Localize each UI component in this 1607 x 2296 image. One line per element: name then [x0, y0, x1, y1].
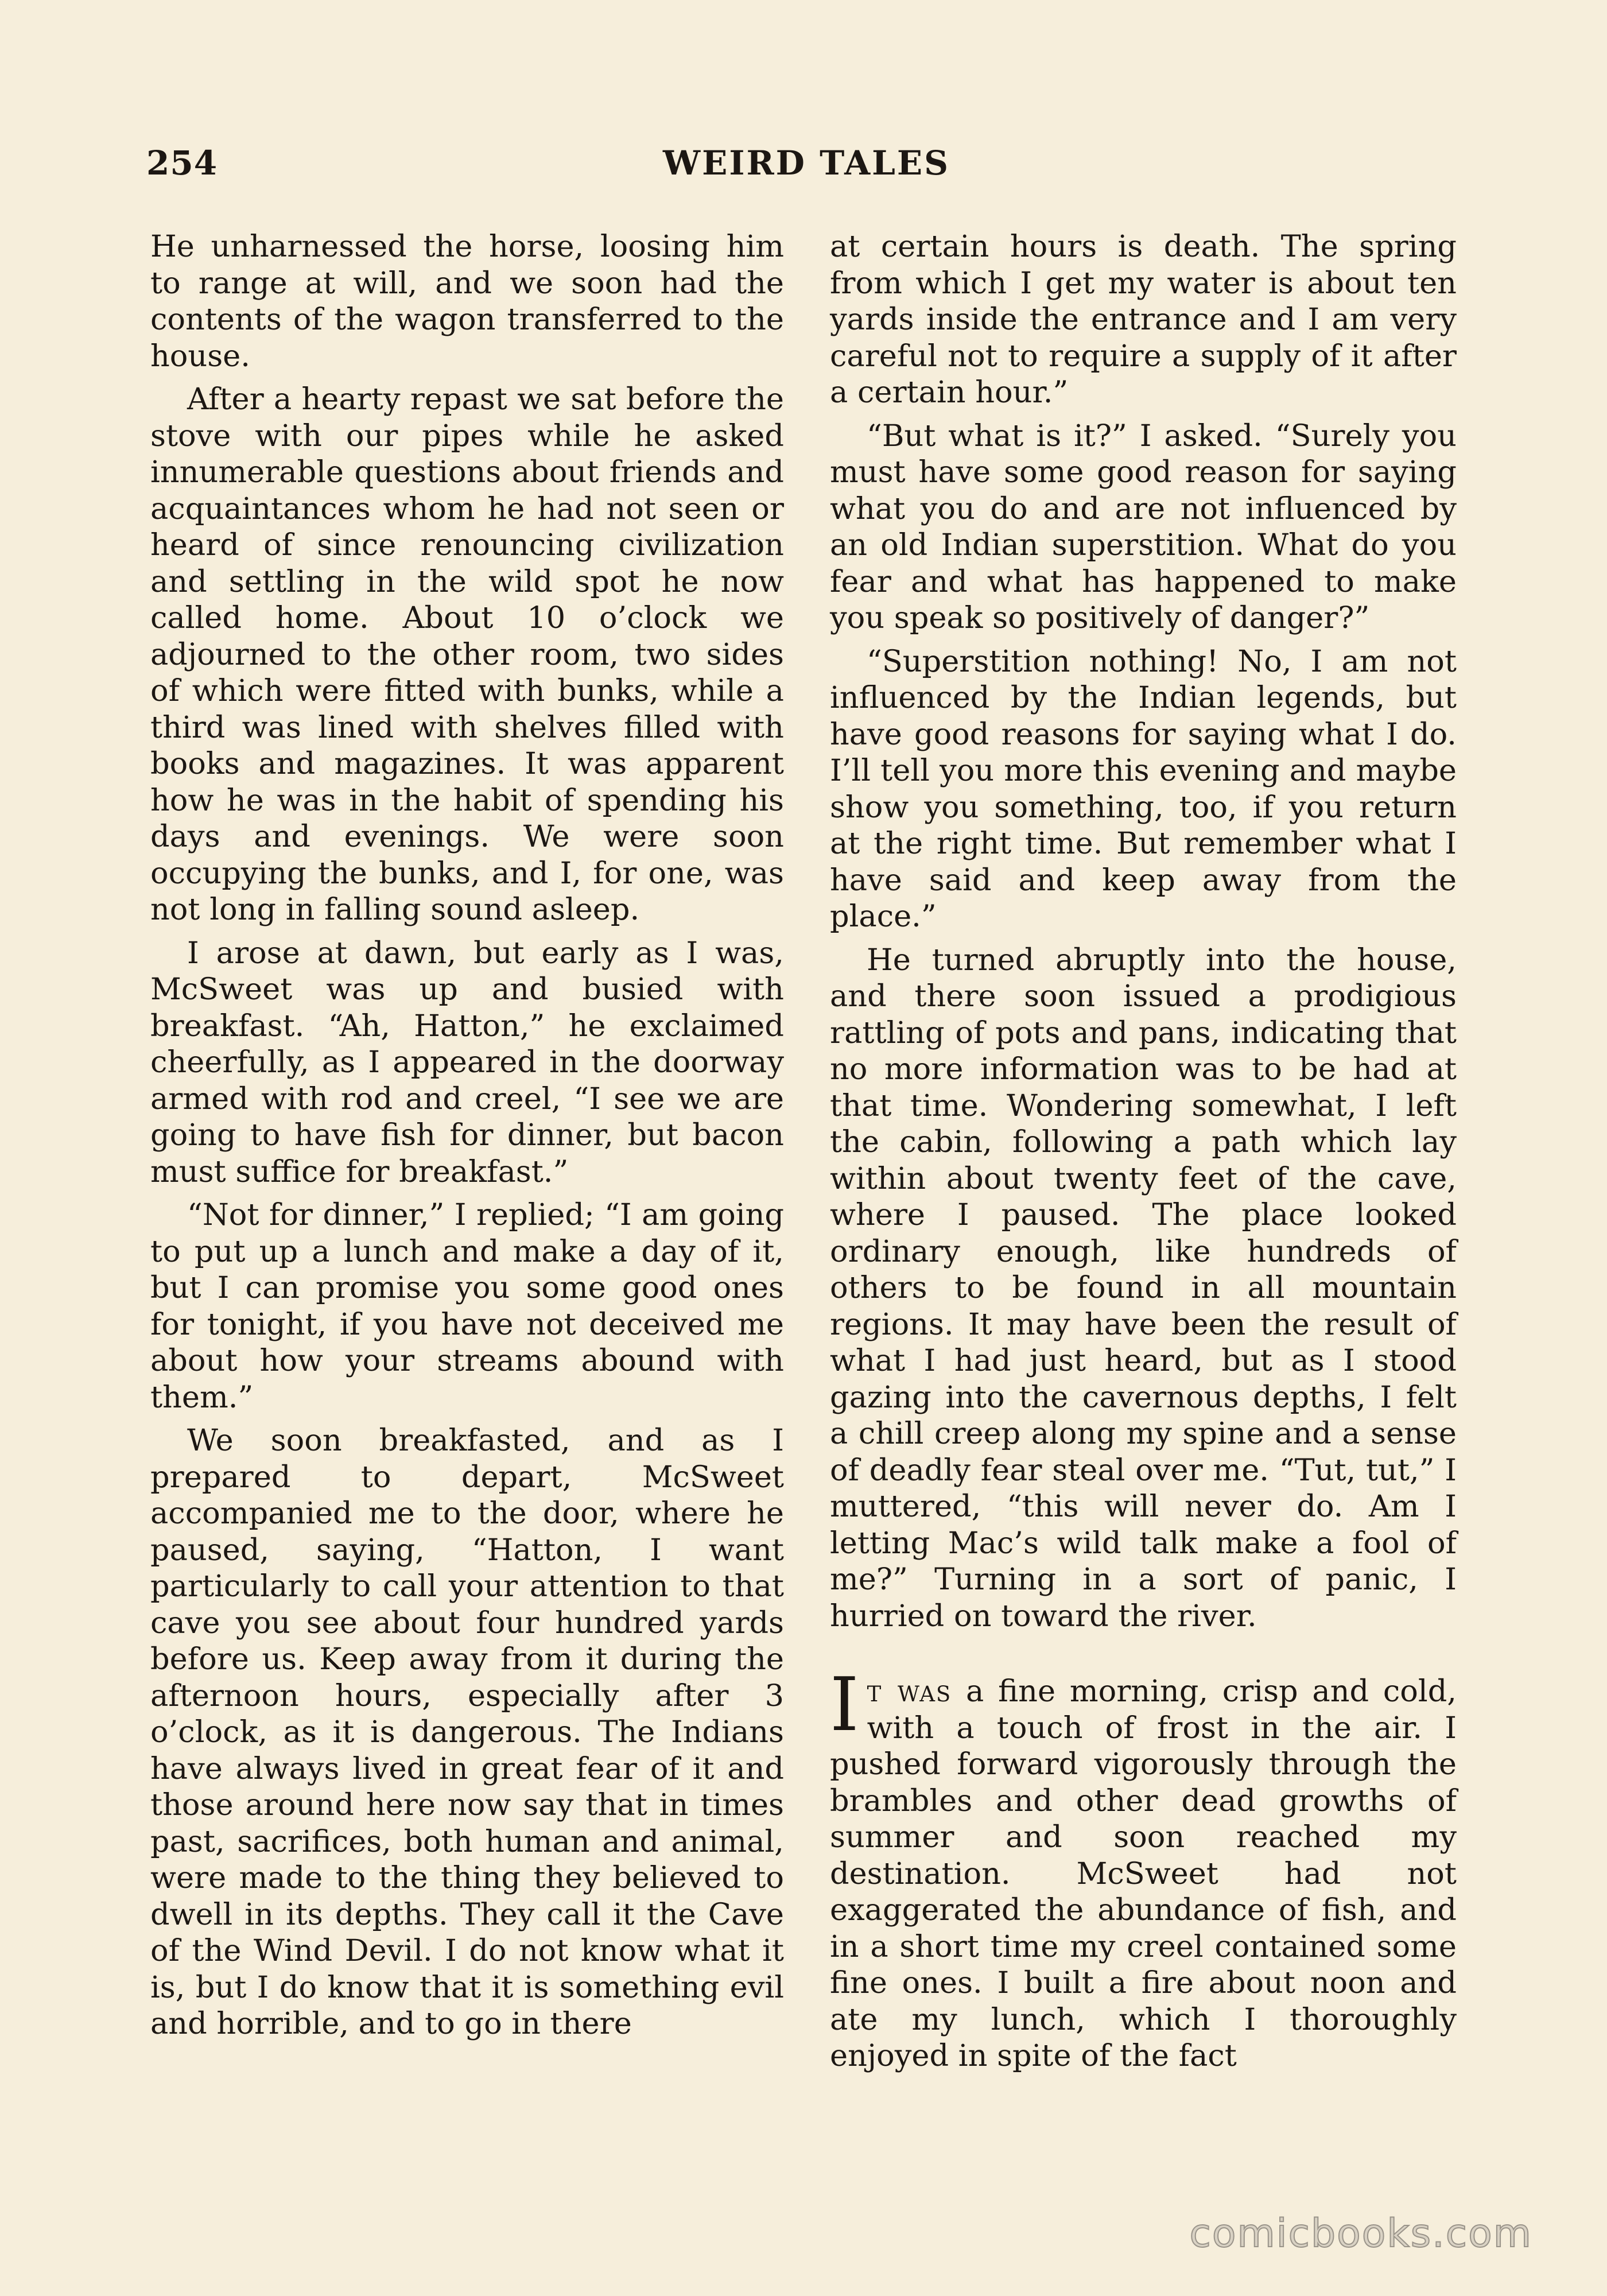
page-header — [146, 144, 1466, 195]
paragraph: “But what is it?” I asked. “Surely you must have some good reason for saying what you do and are not influenced by an old Indian superstition. What do you fear and what has happened to make you speak so positively of danger?” — [830, 418, 1457, 635]
left-column — [150, 228, 784, 2049]
section-opening-paragraph — [830, 1662, 1457, 2074]
paragraph: I arose at dawn, but early as I was, McSweet was up and busied with breakfast. “Ah, Hatton,” he exclaimed cheerfully, as I appeared in the doorway armed with rod and creel, “I see we are going to have fish for dinner, but bacon must suffice for breakfast.” — [150, 935, 784, 1189]
section-break — [830, 1641, 1457, 1673]
section-opening-text: a fine morning, crisp and cold, with a touch of frost in the air. I pushed forward vigorously through the brambles and other dead growths of summer and soon reached my destination. McSweet had not exaggerated the abundance of fish, and in a short time my creel contained some fine ones. I built a fire about noon and ate my lunch, which I thoroughly enjoyed in spite of the fact — [830, 1674, 1457, 2073]
running-title: WEIRD TALES — [662, 144, 950, 183]
drop-cap: I — [830, 1662, 859, 1748]
page-number: 254 — [146, 144, 218, 183]
paragraph: He unharnessed the horse, loosing him to range at will, and we soon had the contents of the wagon transferred to the house. — [150, 229, 784, 374]
watermark: comicbooks.com — [1189, 2211, 1532, 2256]
right-column — [830, 228, 1457, 2081]
paragraph: “Superstition nothing! No, I am not influenced by the Indian legends, but have good reasons for saying what I do. I’ll tell you more this evening and maybe show you something, too, if you return at the right time. But remember what I have said and keep away from the place.” — [830, 643, 1457, 934]
paragraph: “Not for dinner,” I replied; “I am going to put up a lunch and make a day of it, but I can promise you some good ones for tonight, if you have not deceived me about how your streams abound with them.” — [150, 1197, 784, 1415]
paragraph: at certain hours is death. The spring from which I get my water is about ten yards inside the entrance and I am very careful not to require a supply of it after a certain hour.” — [830, 229, 1457, 410]
paragraph: After a hearty repast we sat before the stove with our pipes while he asked innumerable questions about friends and acquaintances whom he had not seen or heard of since renouncing civilization and settling in the wild spot he now called home. About 10 o’clock we adjourned to the other room, two sides of which were fitted with bunks, while a third was lined with shelves filled with books and magazines. It was apparent how he was in the habit of spending his days and evenings. We were soon occupying the bunks, and I, for one, was not long in falling sound asleep. — [150, 382, 784, 927]
paragraph: He turned abruptly into the house, and there soon issued a prodigious rattling of pots and pans, indicating that no more information was to be had at that time. Wondering somewhat, I left the cabin, following a path which lay within about twenty feet of the cave, where I paused. The place looked ordinary enough, like hundreds of others to be found in all mountain regions. It may have been the result of what I had just heard, but as I stood gazing into the cavernous depths, I felt a chill creep along my spine and a sense of deadly fear steal over me. “Tut, tut,” I muttered, “this will never do. Am I letting Mac’s wild talk make a fool of me?” Turning in a sort of panic, I hurried on toward the river. — [830, 942, 1457, 1634]
small-caps-lead: t was — [867, 1674, 952, 1709]
paragraph: We soon breakfasted, and as I prepared to depart, McSweet accompanied me to the door, where he paused, saying, “Hatton, I want particularly to call your attention to that cave you see about four hundred yards before us. Keep away from it during the afternoon hours, especially after 3 o’clock, as it is dangerous. The Indians have always lived in great fear of it and those around here now say that in times past, sacrifices, both human and animal, were made to the thing they believed to dwell in its depths. They call it the Cave of the Wind Devil. I do not know what it is, but I do know that it is something evil and horrible, and to go in there — [150, 1423, 784, 2041]
